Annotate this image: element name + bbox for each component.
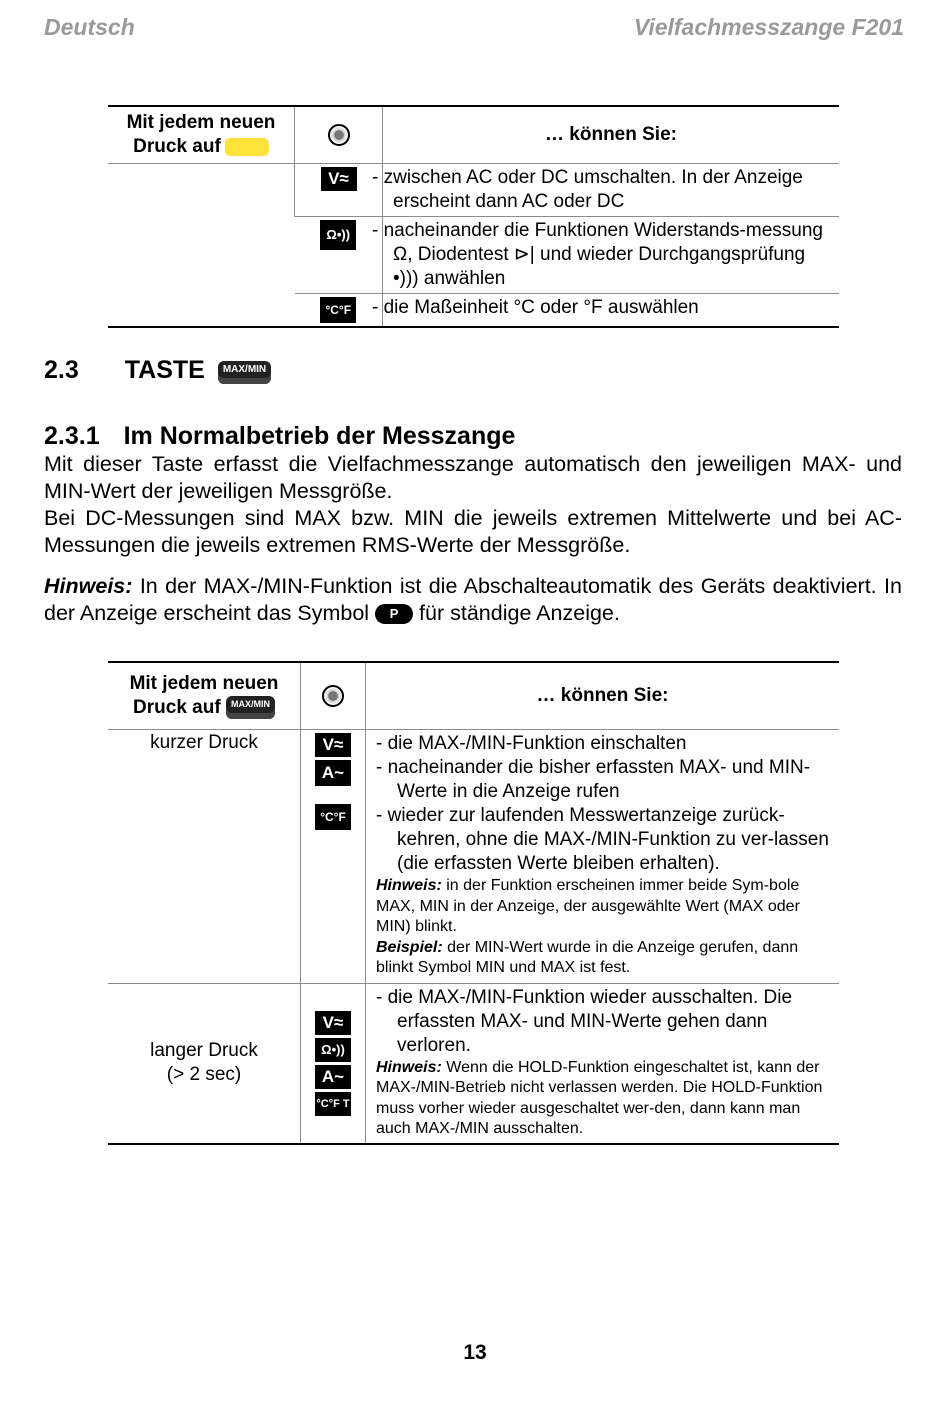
table1-head-konnen: … können Sie: bbox=[383, 106, 840, 164]
section-2-3-number: 2.3 bbox=[44, 356, 79, 384]
long-item-1: - die MAX-/MIN-Funktion wieder ausschalten. Die erfassten MAX- und MIN-Werte gehen dann verloren. bbox=[376, 986, 793, 1056]
short-item-3: - wieder zur laufenden Messwertanzeige zurück-kehren, ohne die MAX-/MIN-Funktion zu ver-lassen (die erfassten Werte bleiben erhalten). bbox=[376, 805, 829, 874]
function-table-1 bbox=[108, 105, 839, 343]
header-left: Deutsch bbox=[44, 14, 135, 40]
short-item-2: - nacheinander die bisher erfassten MAX- und MIN-Werte in die Anzeige rufen bbox=[376, 757, 811, 802]
hint-text-b: für ständige Anzeige. bbox=[419, 601, 620, 625]
maxmin-key-icon: MAX/MIN bbox=[226, 696, 275, 719]
paragraph-2: Bei DC-Messungen sind MAX bzw. MIN die jeweils extremen Mittelwerte und bei AC-Messungen die jeweils extremen RMS-Werte der Messgröße. bbox=[44, 506, 902, 557]
temperature-icon: °C°F T bbox=[315, 804, 351, 830]
resistance-diode-continuity-icon: Ω•)) bbox=[315, 1038, 351, 1062]
section-2-3-1-title: Im Normalbetrieb der Messzange bbox=[123, 422, 516, 450]
resistance-diode-continuity-icon: Ω•)) bbox=[320, 220, 356, 250]
temperature-icon: °C°F T bbox=[320, 297, 356, 323]
current-ac-icon: A~ bbox=[315, 1065, 351, 1089]
hint-label: Hinweis: bbox=[44, 574, 133, 598]
voltage-ac-dc-icon: V≈ bbox=[315, 1011, 351, 1035]
long-press-label: langer Druck (> 2 sec) bbox=[150, 1040, 258, 1085]
maxmin-key-icon: MAX/MIN bbox=[218, 361, 271, 384]
temperature-icon: °C°F T bbox=[315, 1092, 351, 1116]
section-2-3-title: TASTE bbox=[124, 356, 205, 384]
header-right: Vielfachmesszange F201 bbox=[633, 14, 904, 40]
table1-row-ac-dc: - zwischen AC oder DC umschalten. In der Anzeige erscheint dann AC oder DC bbox=[383, 164, 840, 217]
hint-text-a: In der MAX-/MIN-Funktion ist die Abschalteautomatik des Geräts deaktiviert. In der Anzeige erscheint das Symbol bbox=[44, 574, 902, 625]
rotary-switch-icon bbox=[322, 685, 344, 707]
table2-head-konnen: … können Sie: bbox=[366, 662, 840, 730]
short-note-2: Beispiel: der MIN-Wert wurde in die Anzeige gerufen, dann blinkt Symbol MIN und MAX ist fest. bbox=[376, 938, 799, 976]
table2-head-line1: Mit jedem neuen bbox=[129, 673, 279, 694]
long-note: Hinweis: Wenn die HOLD-Funktion eingeschaltet ist, kann der MAX-/MIN-Betrieb nicht verlassen werden. Die HOLD-Funktion muss vorher wieder ausgeschaltet wer-den, dann kann man auch MAX-/MIN ausschalten. bbox=[376, 1058, 823, 1137]
section-2-3-heading bbox=[44, 356, 271, 385]
short-item-1: - die MAX-/MIN-Funktion einschalten bbox=[376, 733, 687, 754]
table1-row-resistance: - nacheinander die Funktionen Widerstands-messung Ω, Diodentest ⊳| und wieder Durchgangsprüfung •))) anwählen bbox=[383, 217, 840, 294]
table1-head-label: Mit jedem neuen Druck auf bbox=[126, 112, 276, 157]
yellow-button-icon bbox=[225, 138, 269, 156]
table1-row-temperature: - die Maßeinheit °C oder °F auswählen bbox=[383, 294, 840, 328]
hint-paragraph bbox=[44, 573, 902, 627]
function-table-2 bbox=[108, 661, 839, 1145]
short-note-1: Hinweis: in der Funktion erscheinen immer beide Sym-bole MAX, MIN in der Anzeige, der ausgewählte Wert (MAX oder MIN) blinkt. bbox=[376, 877, 800, 935]
rotary-switch-icon bbox=[328, 124, 350, 146]
voltage-ac-dc-icon: V≈ bbox=[321, 167, 357, 191]
page-number: 13 bbox=[463, 1341, 487, 1364]
voltage-ac-dc-icon: V≈ bbox=[315, 733, 351, 757]
section-2-3-1-number: 2.3.1 bbox=[44, 422, 100, 450]
permanent-display-icon: P bbox=[375, 604, 413, 624]
table2-head-line2: Druck auf bbox=[133, 697, 221, 718]
section-2-3-1-heading bbox=[44, 422, 515, 451]
paragraph-1: Mit dieser Taste erfasst die Vielfachmesszange automatisch den jeweiligen MAX- und MIN-Wert der jeweiligen Messgröße. bbox=[44, 452, 902, 503]
short-press-label: kurzer Druck bbox=[108, 730, 301, 984]
current-ac-icon: A~ bbox=[315, 760, 351, 786]
